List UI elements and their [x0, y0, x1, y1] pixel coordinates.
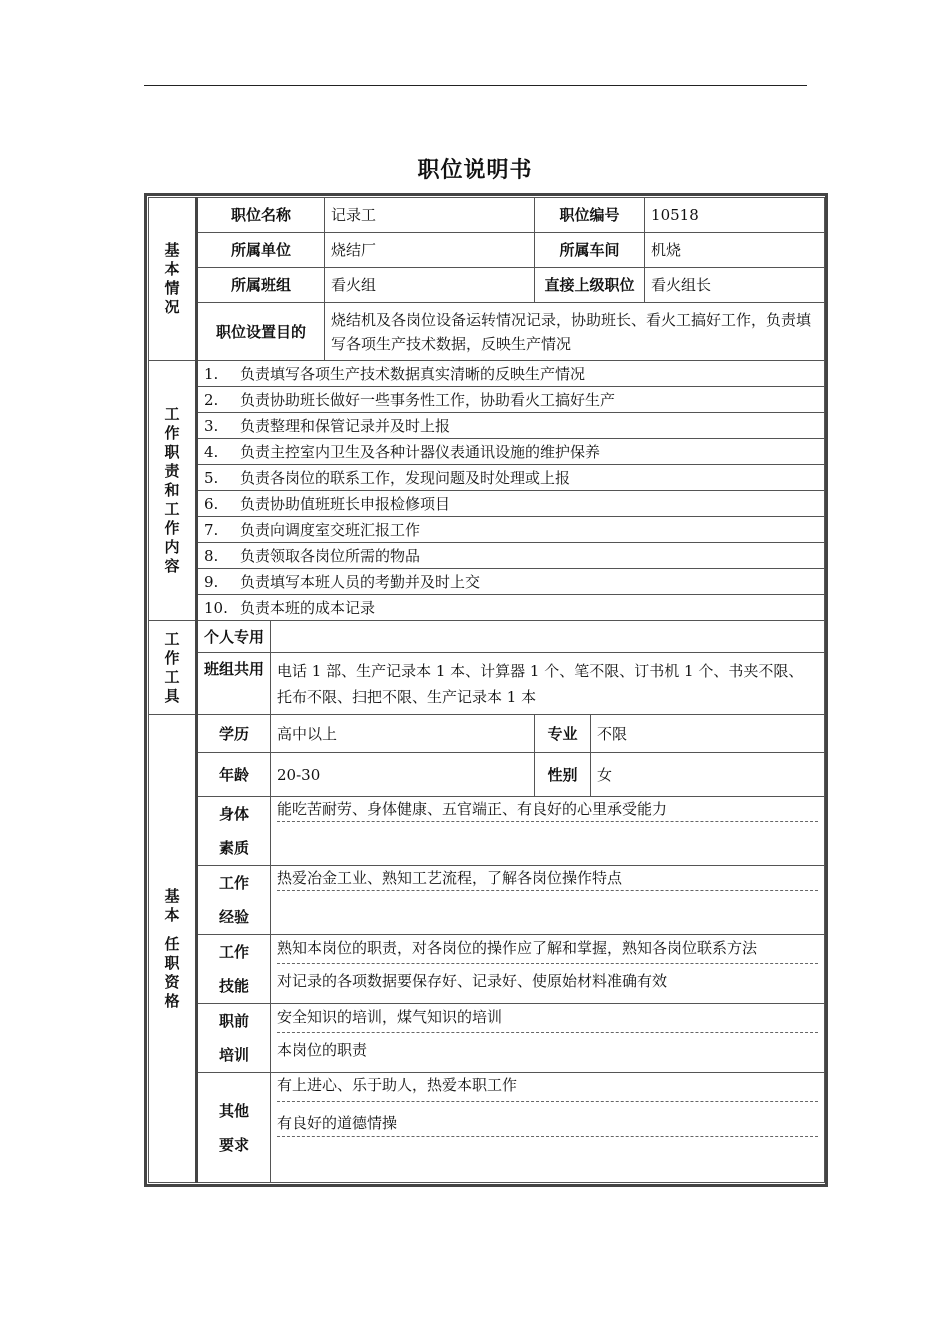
duty-item: 4. 负责主控室内卫生及各种计器仪表通讯设施的维护保养	[197, 439, 825, 465]
position-name-label: 职位名称	[197, 198, 325, 233]
personal-tools-value	[271, 621, 825, 653]
position-name-value: 记录工	[325, 198, 535, 233]
header-rule	[144, 85, 807, 86]
education-value: 高中以上	[271, 715, 535, 753]
section-basic-info: 基 本 情 况	[149, 198, 197, 361]
unit-value: 烧结厂	[325, 233, 535, 268]
purpose-label: 职位设置目的	[197, 303, 325, 361]
duty-item: 6. 负责协助值班班长申报检修项目	[197, 491, 825, 517]
section-duties: 工 作 职 责 和 工 作 内 容	[149, 361, 197, 621]
page-title: 职位说明书	[417, 158, 533, 183]
shared-tools-label: 班组共用	[197, 653, 271, 715]
duty-item: 8. 负责领取各岗位所需的物品	[197, 543, 825, 569]
supervisor-label: 直接上级职位	[535, 268, 645, 303]
major-label: 专业	[535, 715, 591, 753]
personal-tools-label: 个人专用	[197, 621, 271, 653]
age-value: 20-30	[271, 753, 535, 797]
position-no-value: 10518	[645, 198, 825, 233]
duty-item: 1. 负责填写各项生产技术数据真实清晰的反映生产情况	[197, 361, 825, 387]
major-value: 不限	[591, 715, 825, 753]
position-no-label: 职位编号	[535, 198, 645, 233]
job-description-table	[148, 197, 825, 1183]
training-value: 安全知识的培训，煤气知识的培训 本岗位的职责	[271, 1004, 825, 1073]
age-label: 年龄	[197, 753, 271, 797]
team-label: 所属班组	[197, 268, 325, 303]
workshop-label: 所属车间	[535, 233, 645, 268]
unit-label: 所属单位	[197, 233, 325, 268]
experience-value: 热爱冶金工业、熟知工艺流程，了解各岗位操作特点	[271, 866, 825, 935]
duty-item: 9. 负责填写本班人员的考勤并及时上交	[197, 569, 825, 595]
duty-item: 2. 负责协助班长做好一些事务性工作，协助看火工搞好生产	[197, 387, 825, 413]
section-qualification: 基 本 任 职 资 格	[149, 715, 197, 1183]
duty-item: 7. 负责向调度室交班汇报工作	[197, 517, 825, 543]
skill-label: 工作 技能	[197, 935, 271, 1004]
other-requirements-label: 其他 要求	[197, 1073, 271, 1183]
body-quality-label: 身体 素质	[197, 797, 271, 866]
gender-label: 性别	[535, 753, 591, 797]
supervisor-value: 看火组长	[645, 268, 825, 303]
shared-tools-value: 电话 1 部、生产记录本 1 本、计算器 1 个、笔不限、订书机 1 个、书夹不限、托布不限、扫把不限、生产记录本 1 本	[271, 653, 825, 715]
skill-value: 熟知本岗位的职责，对各岗位的操作应了解和掌握，熟知各岗位联系方法 对记录的各项数据要保存好、记录好、使原始材料准确有效	[271, 935, 825, 1004]
duty-item: 5. 负责各岗位的联系工作，发现问题及时处理或上报	[197, 465, 825, 491]
experience-label: 工作 经验	[197, 866, 271, 935]
team-value: 看火组	[325, 268, 535, 303]
workshop-value: 机烧	[645, 233, 825, 268]
other-requirements-value: 有上进心、乐于助人，热爱本职工作 有良好的道德情操	[271, 1073, 825, 1183]
education-label: 学历	[197, 715, 271, 753]
purpose-value: 烧结机及各岗位设备运转情况记录，协助班长、看火工搞好工作，负责填写各项生产技术数据，反映生产情况	[325, 303, 825, 361]
duty-item: 10. 负责本班的成本记录	[197, 595, 825, 621]
gender-value: 女	[591, 753, 825, 797]
training-label: 职前 培训	[197, 1004, 271, 1073]
body-quality-value: 能吃苦耐劳、身体健康、五官端正、有良好的心里承受能力	[271, 797, 825, 866]
duty-item: 3. 负责整理和保管记录并及时上报	[197, 413, 825, 439]
section-tools: 工 作 工 具	[149, 621, 197, 715]
